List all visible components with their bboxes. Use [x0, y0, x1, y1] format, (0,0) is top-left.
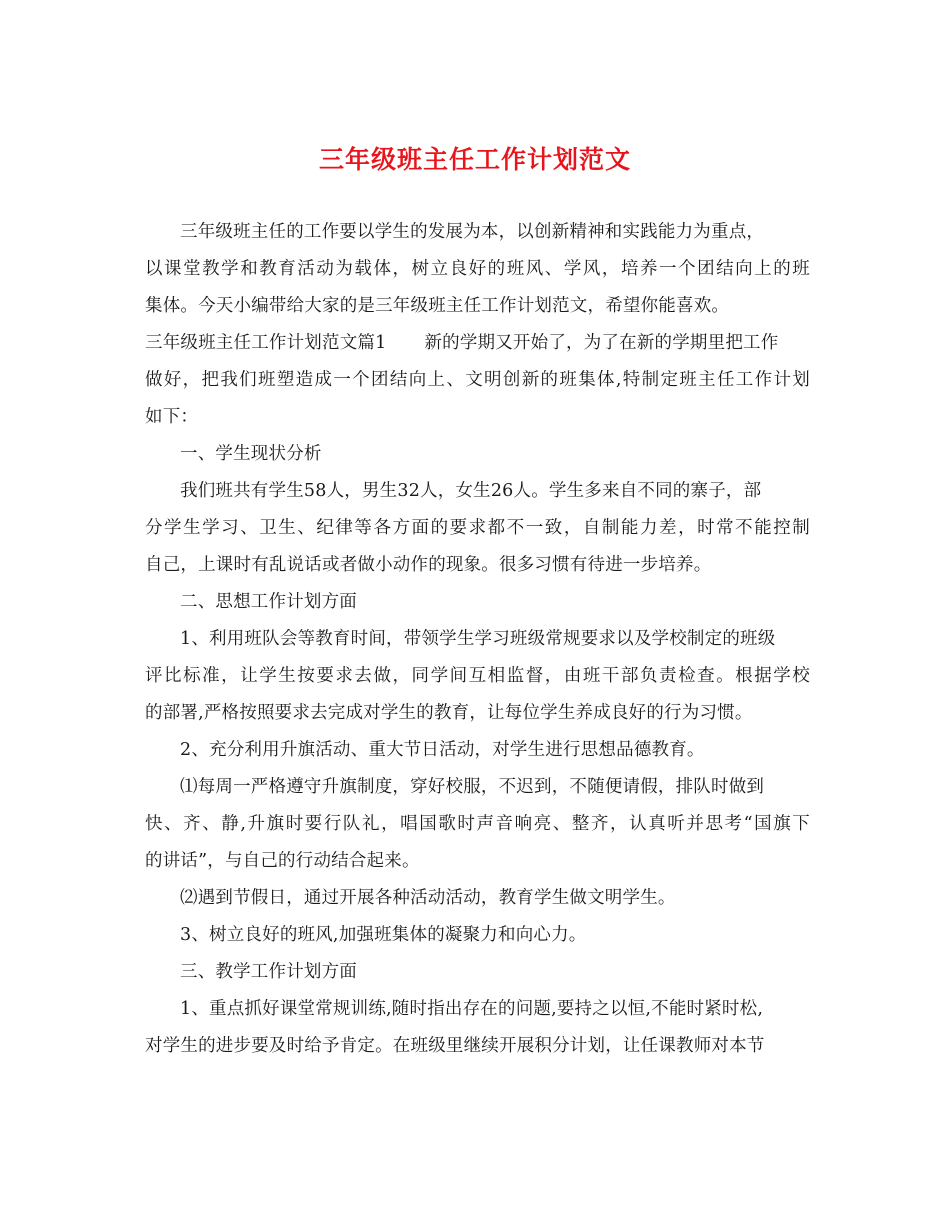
- text-line: 1、重点抓好课堂常规训练,随时指出存在的问题,要持之以恒,不能时紧时松,: [180, 999, 764, 1019]
- section-heading: 一、学生现状分析: [180, 444, 322, 464]
- text-line: 三年级班主任的工作要以学生的发展为本，以创新精神和实践能力为重点，: [180, 222, 765, 242]
- text-span: 新的学期又开始了，为了在新的学期里把工作: [424, 333, 779, 353]
- text-line: 自己，上课时有乱说话或者做小动作的现象。很多习惯有待进一步培养。: [145, 555, 712, 575]
- text-line: 的部署,严格按照要求去完成对学生的教育，让每位学生养成良好的行为习惯。: [145, 703, 753, 723]
- text-line: 以课堂教学和教育活动为载体，树立良好的班风、学风，培养一个团结向上的班: [145, 259, 810, 279]
- text-line: 2、充分利用升旗活动、重大节日活动，对学生进行思想品德教育。: [180, 740, 705, 760]
- text-line: 做好，把我们班塑造成一个团结向上、文明创新的班集体,特制定班主任工作计划: [145, 370, 810, 390]
- document-body: [145, 214, 810, 1065]
- text-line: 1、利用班队会等教育时间，带领学生学习班级常规要求以及学校制定的班级: [180, 629, 776, 649]
- text-line: 的讲话”，与自己的行动结合起来。: [145, 851, 420, 871]
- text-line: 分学生学习、卫生、纪律等各方面的要求都不一致，自制能力差，时常不能控制: [145, 518, 810, 538]
- text-line: ⑴每周一严格遵守升旗制度，穿好校服，不迟到，不随便请假，排队时做到: [180, 777, 765, 797]
- text-line: [145, 325, 810, 362]
- text-line: 对学生的进步要及时给予肯定。在班级里继续开展积分计划，让任课教师对本节: [145, 1036, 765, 1056]
- section-heading: 二、思想工作计划方面: [180, 592, 357, 612]
- text-line: 3、树立良好的班风,加强班集体的凝聚力和向心力。: [180, 925, 587, 945]
- text-line: 快、齐、静,升旗时要行队礼，唱国歌时声音响亮、整齐，认真听并思考“国旗下: [145, 814, 810, 834]
- text-line: 集体。今天小编带给大家的是三年级班主任工作计划范文，希望你能喜欢。: [145, 296, 730, 316]
- document-title: 三年级班主任工作计划范文: [318, 145, 631, 174]
- text-line: ⑵遇到节假日，通过开展各种活动活动，教育学生做文明学生。: [180, 888, 676, 908]
- text-line: 如下：: [145, 407, 199, 427]
- text-line: 评比标准，让学生按要求去做，同学间互相监督，由班干部负责检查。根据学校: [145, 666, 810, 686]
- section-heading: 三、教学工作计划方面: [180, 962, 357, 982]
- text-line: 我们班共有学生58人，男生32人，女生26人。学生多来自不同的寨子，部: [180, 481, 762, 501]
- section-heading: 三年级班主任工作计划范文篇1: [145, 333, 387, 353]
